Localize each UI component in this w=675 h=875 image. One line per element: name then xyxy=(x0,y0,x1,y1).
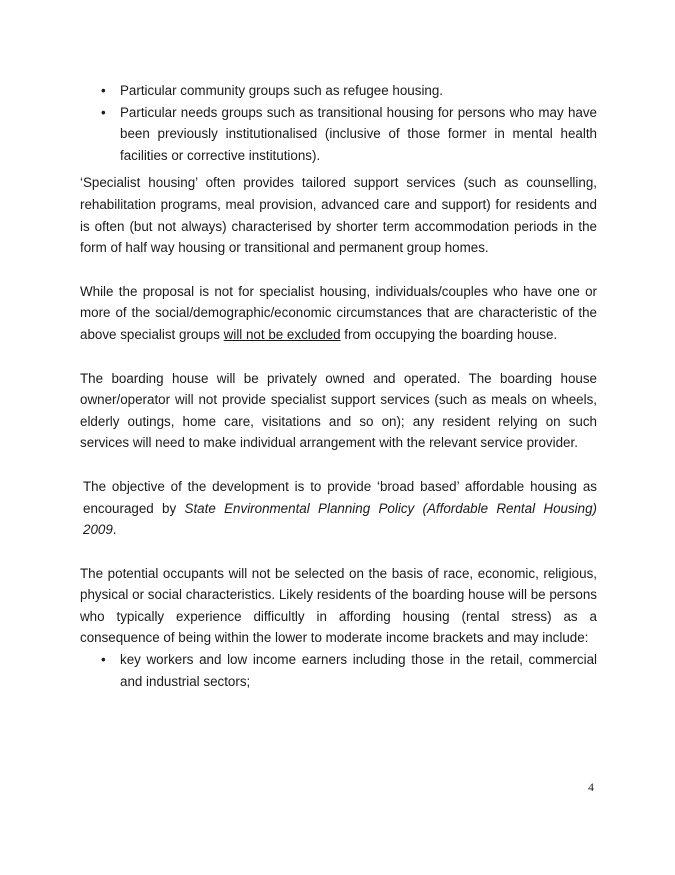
paragraph-text: The objective of the development is to provide ‘broad based’ affordable housing as encouraged by xyxy=(83,478,597,516)
policy-title: State Environmental Planning Policy (Affordable Rental Housing) 2009 xyxy=(83,500,597,538)
underlined-phrase: will not be excluded xyxy=(223,326,341,342)
list-item xyxy=(80,649,597,692)
top-bullet-list xyxy=(80,80,597,166)
paragraph-text: . xyxy=(112,522,117,538)
bullet-icon: • xyxy=(101,104,106,120)
paragraph-text: from occupying the boarding house. xyxy=(340,326,558,342)
list-item xyxy=(80,80,597,102)
list-item-text: Particular needs groups such as transitional housing for persons who may have been previously institutionalised (inclusive of those former in mental health facilities or corrective institutions). xyxy=(120,104,597,163)
paragraph-specialist-housing: ‘Specialist housing’ often provides tailored support services (such as counselling, rehabilitation programs, meal provision, advanced care and support) for residents and is often (but not always) characterised by shorter term accommodation periods in the form of half way housing or transitional and permanent group homes. xyxy=(80,175,597,256)
paragraph-proposal xyxy=(80,281,597,346)
list-item-text: Particular community groups such as refugee housing. xyxy=(120,83,444,98)
paragraph-objective xyxy=(80,476,597,541)
bottom-bullet-list xyxy=(80,649,597,692)
paragraph-text: While the proposal is not for specialist housing, individuals/couples who have one or more of the social/demographic/economic circumstances that are characteristic of the above specialist groups xyxy=(80,283,597,342)
page-number: 4 xyxy=(588,780,594,794)
paragraph-occupants: The potential occupants will not be selected on the basis of race, economic, religious, physical or social characteristics. Likely residents of the boarding house will be persons who typically experience difficultly in affording housing (rental stress) as a consequence of being within the lower to moderate income brackets and may include: xyxy=(80,565,597,646)
document-page xyxy=(80,80,597,692)
list-item xyxy=(80,102,597,167)
bullet-icon: • xyxy=(101,83,106,98)
paragraph-ownership: The boarding house will be privately owned and operated. The boarding house owner/operator will not provide specialist support services (such as meals on wheels, elderly outings, home care, visitations and so on); any resident relying on such services will need to make individual arrangement with the relevant service provider. xyxy=(80,370,597,451)
bullet-icon: • xyxy=(101,652,106,668)
list-item-text: key workers and low income earners including those in the retail, commercial and industrial sectors; xyxy=(120,652,597,689)
